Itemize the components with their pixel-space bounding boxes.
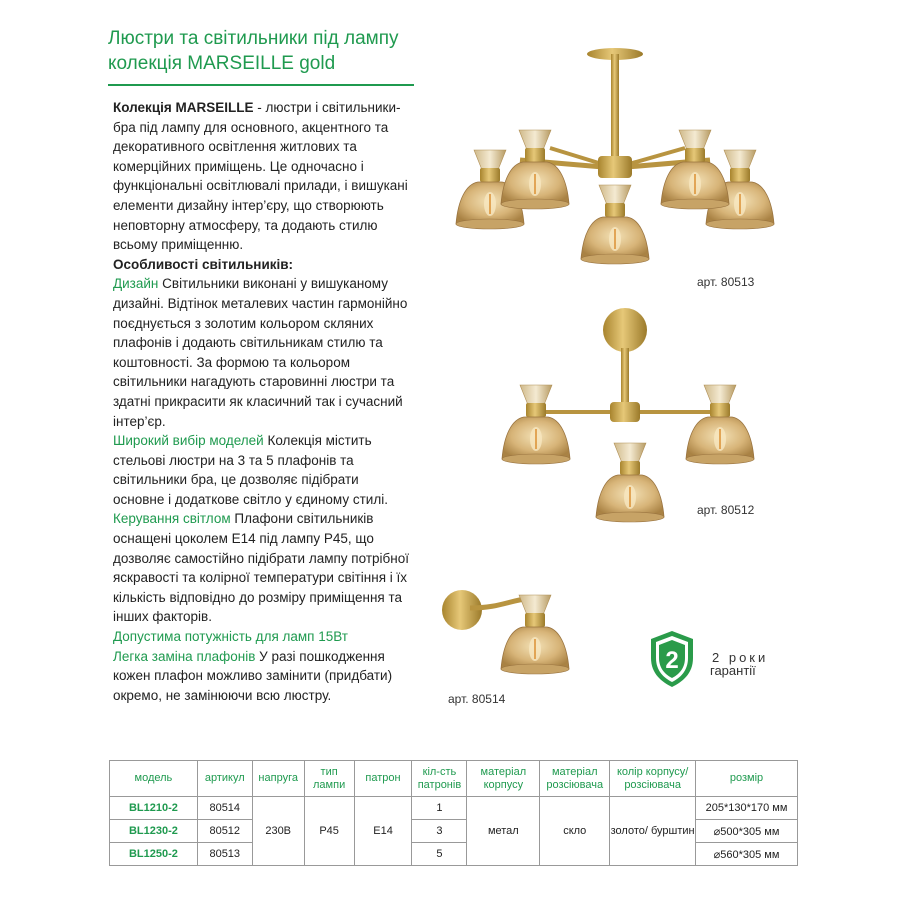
size-cell: ⌀500*305 мм: [696, 820, 798, 843]
feature-models: [113, 431, 413, 509]
column-header: напруга: [252, 761, 304, 797]
features-heading: Особливості світильників:: [113, 256, 294, 272]
column-header: модель: [110, 761, 198, 797]
spec-table: [109, 760, 798, 866]
column-header: артикул: [197, 761, 252, 797]
size-cell: 205*130*170 мм: [696, 797, 798, 820]
title-line-2: колекція MARSEILLE gold: [108, 53, 336, 74]
feature-text: У разі пошкодження кожен плафон можливо замінити (придбати) окремо, не замінюючи всю люстру.: [113, 648, 393, 703]
column-header: матеріал корпусу: [467, 761, 540, 797]
warranty-line-1: 2 роки: [712, 650, 769, 665]
body-material-cell: метал: [467, 797, 540, 866]
title-line-1: Люстри та світильники під лампу: [108, 28, 399, 49]
model-cell: BL1210-2: [110, 797, 198, 820]
chandelier-80512-image: [490, 308, 780, 528]
intro-text: - люстри і світильники-бра під лампу для основного, акцентного та декоративного освітлення житлових та комерційних приміщень. Це одночасно і функціональні освітлювалі прилади, і вишукані елементи дизайну інтер’єру, що створюють неповторну атмосферу, та додають стилю всьому приміщенню.: [113, 100, 408, 253]
article-label-80512: арт. 80512: [697, 503, 755, 517]
page-title: [108, 26, 428, 76]
lamp-type-cell: P45: [304, 797, 354, 866]
size-cell: ⌀560*305 мм: [696, 843, 798, 866]
feature-text: Колекція містить стельові люстри на 3 та 5 плафонів та світильники бра, це дозволяє підібрати основне і додаткове світло у єдиному стилі.: [113, 433, 388, 507]
table-row: [110, 797, 798, 820]
feature-power: [113, 627, 413, 647]
column-header: матеріал розсіювача: [540, 761, 610, 797]
wall-lamp-80514-image: [440, 560, 590, 690]
voltage-cell: 230В: [252, 797, 304, 866]
diffuser-material-cell: скло: [540, 797, 610, 866]
column-header: кіл-сть патронів: [412, 761, 467, 797]
feature-name: Легка заміна плафонів: [113, 648, 256, 664]
feature-name: Дизайн: [113, 276, 159, 292]
color-cell: золото/ бурштин: [610, 797, 696, 866]
warranty-text: [710, 651, 780, 677]
feature-design: [113, 274, 413, 431]
article-cell: 80512: [197, 820, 252, 843]
feature-name: Широкий вибір моделей: [113, 433, 264, 449]
feature-text: Плафони світильників оснащені цоколем E14 під лампу P45, що дозволяє самостійно підібрати лампу потрібної яскравості та колірної температури світіння і їх кількість відповідно до розміру приміщення та інших факторів.: [113, 511, 409, 625]
feature-light-control: [113, 509, 413, 627]
intro-lead: Колекція MARSEILLE: [113, 100, 254, 115]
model-cell: BL1230-2: [110, 820, 198, 843]
sockets-count-cell: 3: [412, 820, 467, 843]
sockets-count-cell: 5: [412, 843, 467, 866]
article-label-80514: арт. 80514: [448, 692, 506, 706]
warranty-shield-icon: [650, 630, 694, 688]
column-header: розмір: [696, 761, 798, 797]
article-cell: 80513: [197, 843, 252, 866]
table-header-row: [110, 761, 798, 797]
article-cell: 80514: [197, 797, 252, 820]
model-cell: BL1250-2: [110, 843, 198, 866]
feature-replacement: [113, 647, 413, 706]
warranty-line-2: гарантії: [710, 663, 756, 678]
socket-cell: E14: [354, 797, 412, 866]
title-divider: [108, 84, 414, 86]
column-header: тип лампи: [304, 761, 354, 797]
warranty-number: 2: [665, 647, 679, 674]
chandelier-80513-image: [440, 40, 780, 270]
intro-paragraph: [113, 98, 413, 255]
feature-text: Світильники виконані у вишуканому дизайні. Відтінок металевих частин гармонійно поєднується з золотим кольором скляних плафонів і додають світильникам стилю та коштовності. За формою та кольором світильники нагадують старовинні люстри та здатні прикрасити як класичний так і сучасний інтер’єр.: [113, 276, 408, 429]
column-header: патрон: [354, 761, 412, 797]
feature-name: Керування світлом: [113, 511, 231, 527]
description: [113, 98, 413, 705]
sockets-count-cell: 1: [412, 797, 467, 820]
column-header: колір корпусу/ розсіювача: [610, 761, 696, 797]
article-label-80513: арт. 80513: [697, 275, 755, 289]
feature-name: Допустима потужність для ламп 15Вт: [113, 629, 348, 645]
